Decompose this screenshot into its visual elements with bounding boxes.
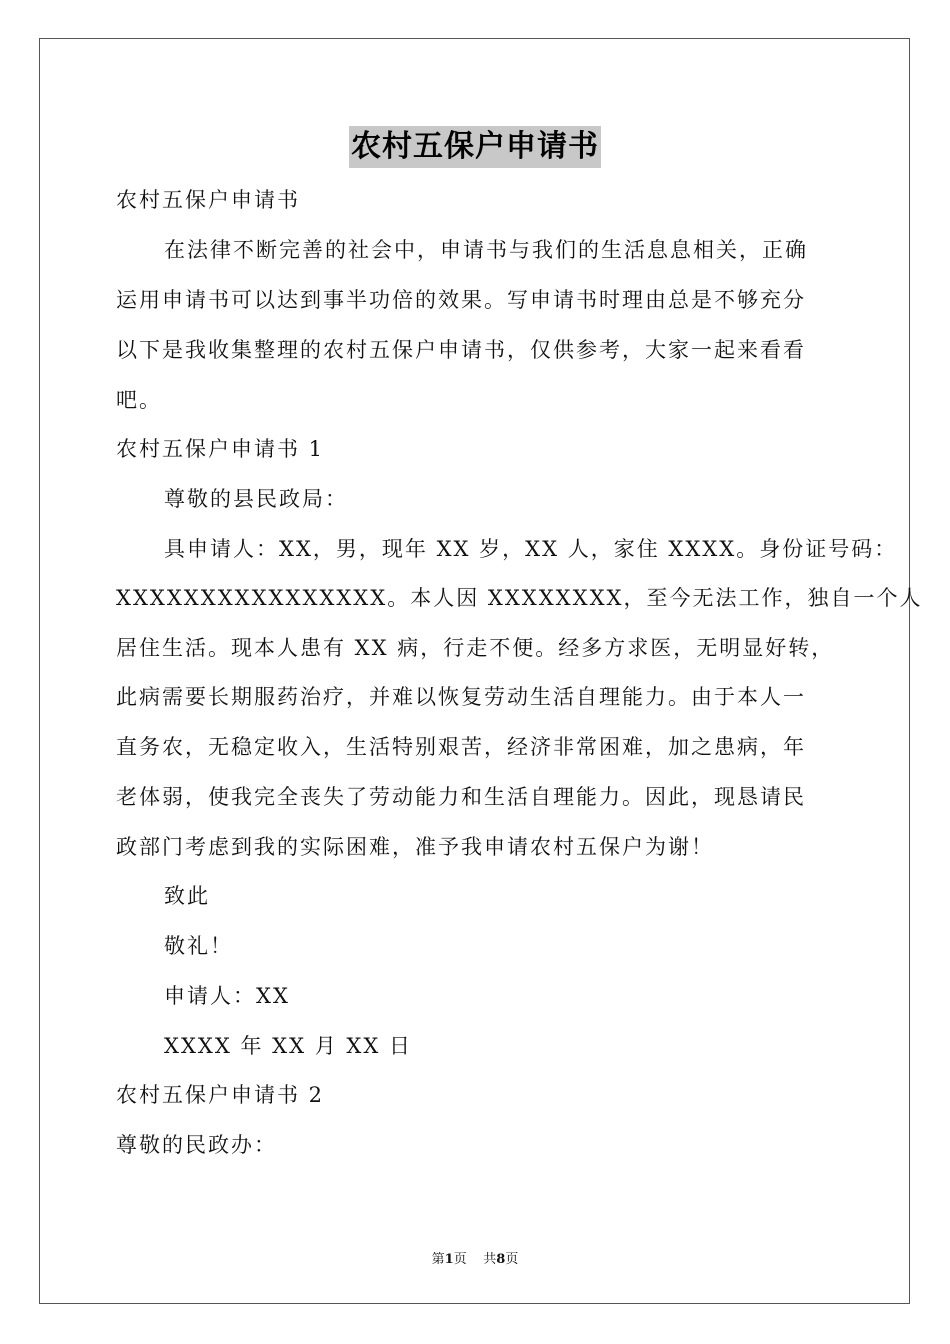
page-border xyxy=(39,38,923,1304)
paragraph-line: 在法律不断完善的社会中，申请书与我们的生活息息相关，正确 xyxy=(164,238,808,262)
footer-page-number: 1 xyxy=(444,1252,454,1267)
document-title: 农村五保户申请书 xyxy=(349,126,601,168)
section-heading: 农村五保户申请书 2 xyxy=(116,1083,325,1107)
paragraph-line: 具申请人：XX，男，现年 XX 岁，XX 人，家住 XXXX。身份证号码： xyxy=(164,537,898,561)
paragraph-line: 直务农，无稳定收入，生活特别艰苦，经济非常困难，加之患病，年 xyxy=(116,735,806,759)
page-footer xyxy=(0,1248,950,1267)
applicant-signature: 申请人：XX xyxy=(164,984,290,1008)
paragraph-line: 运用申请书可以达到事半功倍的效果。写申请书时理由总是不够充分 xyxy=(116,288,806,312)
closing-salute: 敬礼！ xyxy=(164,934,233,958)
footer-total-prefix: 共 xyxy=(483,1252,497,1267)
paragraph-line: 吧。 xyxy=(116,388,162,412)
paragraph-line: XXXXXXXXXXXXXXXX。本人因 XXXXXXXX，至今无法工作，独自一个人 xyxy=(116,586,923,610)
salutation: 尊敬的民政办： xyxy=(116,1133,277,1157)
footer-page-suffix: 页 xyxy=(453,1252,467,1267)
paragraph-line: 居住生活。现本人患有 XX 病，行走不便。经多方求医，无明显好转， xyxy=(116,636,835,660)
footer-total-suffix: 页 xyxy=(505,1252,519,1267)
paragraph-line: 以下是我收集整理的农村五保户申请书，仅供参考，大家一起来看看 xyxy=(116,338,806,362)
paragraph-line: 此病需要长期服药治疗，并难以恢复劳动生活自理能力。由于本人一 xyxy=(116,685,806,709)
paragraph-line: 政部门考虑到我的实际困难，准予我申请农村五保户为谢！ xyxy=(116,835,714,859)
paragraph-line: 老体弱，使我完全丧失了劳动能力和生活自理能力。因此，现恳请民 xyxy=(116,785,806,809)
title-container xyxy=(0,126,950,168)
footer-page-prefix: 第 xyxy=(431,1252,445,1267)
closing-line: 致此 xyxy=(164,884,210,908)
date-line: XXXX 年 XX 月 XX 日 xyxy=(164,1034,412,1058)
subtitle-line: 农村五保户申请书 xyxy=(116,188,300,212)
footer-total-pages: 8 xyxy=(496,1252,506,1267)
section-heading: 农村五保户申请书 1 xyxy=(116,437,325,461)
salutation: 尊敬的县民政局： xyxy=(164,487,348,511)
